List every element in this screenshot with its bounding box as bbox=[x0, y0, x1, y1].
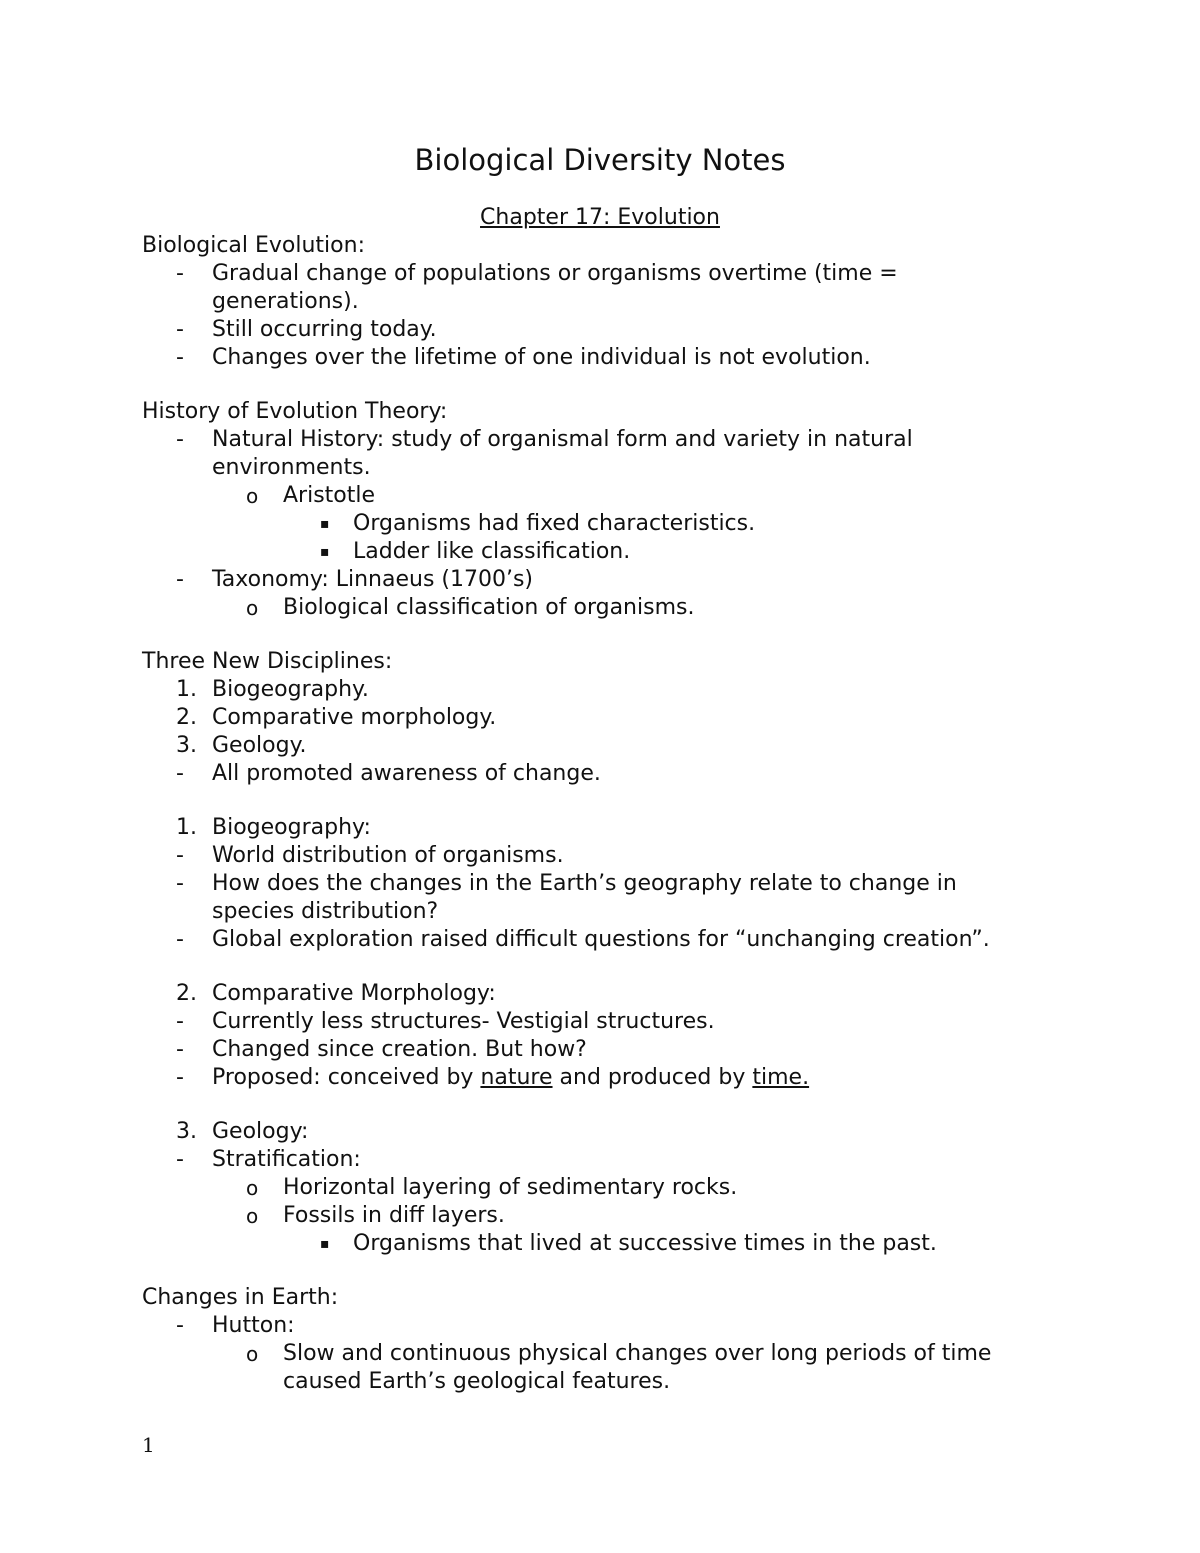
section-heading: Changes in Earth: bbox=[142, 1285, 339, 1310]
number-marker: 3. bbox=[176, 733, 197, 758]
underlined-word: nature bbox=[480, 1065, 553, 1090]
bullet-continuation: generations). bbox=[212, 289, 359, 314]
circle-bullet: o bbox=[246, 1342, 259, 1366]
dash-bullet: - bbox=[176, 1037, 184, 1062]
page-title: Biological Diversity Notes bbox=[414, 143, 786, 177]
number-marker: 2. bbox=[176, 981, 197, 1006]
bullet-item: - Gradual change of populations or organisms overtime (time = bbox=[176, 261, 898, 286]
bullet-item: - Proposed: conceived by nature and produced by time. bbox=[176, 1065, 810, 1090]
number-marker: 1. bbox=[176, 677, 197, 702]
dash-bullet: - bbox=[176, 261, 184, 286]
dash-bullet: - bbox=[176, 1065, 184, 1090]
section-heading: Biological Evolution: bbox=[142, 233, 365, 258]
dash-bullet: - bbox=[176, 871, 184, 896]
numbered-item: 2. Comparative morphology. bbox=[176, 705, 497, 730]
bullet-continuation: species distribution? bbox=[212, 899, 439, 924]
dash-bullet: - bbox=[176, 761, 184, 786]
number-marker: 3. bbox=[176, 1119, 197, 1144]
dash-bullet: - bbox=[176, 567, 184, 592]
circle-bullet: o bbox=[246, 1204, 259, 1228]
dash-bullet: - bbox=[176, 1147, 184, 1172]
dash-bullet: - bbox=[176, 843, 184, 868]
bullet-item: - Natural History: study of organismal form and variety in natural bbox=[176, 427, 913, 452]
dash-bullet: - bbox=[176, 317, 184, 342]
dash-bullet: - bbox=[176, 1313, 184, 1338]
bullet-item: - Currently less structures- Vestigial structures. bbox=[176, 1009, 715, 1034]
bullet-item: - Changed since creation. But how? bbox=[176, 1037, 587, 1062]
square-bullet: ▪ bbox=[320, 516, 330, 532]
bullet-item: - Still occurring today. bbox=[176, 317, 437, 342]
circle-bullet: o bbox=[246, 484, 259, 508]
notes-body bbox=[142, 232, 1062, 1396]
page-number: 1 bbox=[142, 1433, 155, 1457]
bullet-item: - World distribution of organisms. bbox=[176, 843, 564, 868]
circle-bullet: o bbox=[246, 596, 259, 620]
number-marker: 2. bbox=[176, 705, 197, 730]
bullet-continuation: caused Earth’s geological features. bbox=[283, 1369, 671, 1394]
bullet-item: - Global exploration raised difficult questions for “unchanging creation”. bbox=[176, 927, 990, 952]
section-heading: History of Evolution Theory: bbox=[142, 399, 448, 424]
dash-bullet: - bbox=[176, 927, 184, 952]
dash-bullet: - bbox=[176, 427, 184, 452]
square-bullet: ▪ bbox=[320, 1236, 330, 1252]
numbered-item: 3. Geology. bbox=[176, 733, 307, 758]
bullet-item: - Hutton: bbox=[176, 1313, 295, 1338]
bullet-item: - Taxonomy: Linnaeus (1700’s) bbox=[176, 567, 534, 592]
numbered-item: 1. Biogeography. bbox=[176, 677, 369, 702]
sub-sub-bullet-item: ▪ Organisms that lived at successive times in the past. bbox=[320, 1231, 937, 1256]
bullet-item: - Changes over the lifetime of one individual is not evolution. bbox=[176, 345, 871, 370]
numbered-heading: 1. Biogeography: bbox=[176, 815, 371, 840]
chapter-heading: Chapter 17: Evolution bbox=[480, 205, 720, 230]
sub-bullet-item: o Fossils in diff layers. bbox=[246, 1203, 505, 1228]
bullet-item: - All promoted awareness of change. bbox=[176, 761, 601, 786]
circle-bullet: o bbox=[246, 1176, 259, 1200]
sub-bullet-item: o Biological classification of organisms. bbox=[246, 595, 695, 620]
numbered-heading: 3. Geology: bbox=[176, 1119, 309, 1144]
sub-sub-bullet-item: ▪ Ladder like classification. bbox=[320, 539, 631, 564]
bullet-item: - How does the changes in the Earth’s geography relate to change in bbox=[176, 871, 957, 896]
bullet-item: - Stratification: bbox=[176, 1147, 361, 1172]
number-marker: 1. bbox=[176, 815, 197, 840]
sub-bullet-item: o Horizontal layering of sedimentary rocks. bbox=[246, 1175, 738, 1200]
dash-bullet: - bbox=[176, 345, 184, 370]
section-heading: Three New Disciplines: bbox=[142, 649, 393, 674]
dash-bullet: - bbox=[176, 1009, 184, 1034]
sub-sub-bullet-item: ▪ Organisms had fixed characteristics. bbox=[320, 511, 756, 536]
sub-bullet-item: o Aristotle bbox=[246, 483, 376, 508]
bullet-continuation: environments. bbox=[212, 455, 371, 480]
underlined-word: time. bbox=[752, 1065, 810, 1090]
numbered-heading: 2. Comparative Morphology: bbox=[176, 981, 496, 1006]
sub-bullet-item: o Slow and continuous physical changes over long periods of time bbox=[246, 1341, 992, 1366]
square-bullet: ▪ bbox=[320, 544, 330, 560]
